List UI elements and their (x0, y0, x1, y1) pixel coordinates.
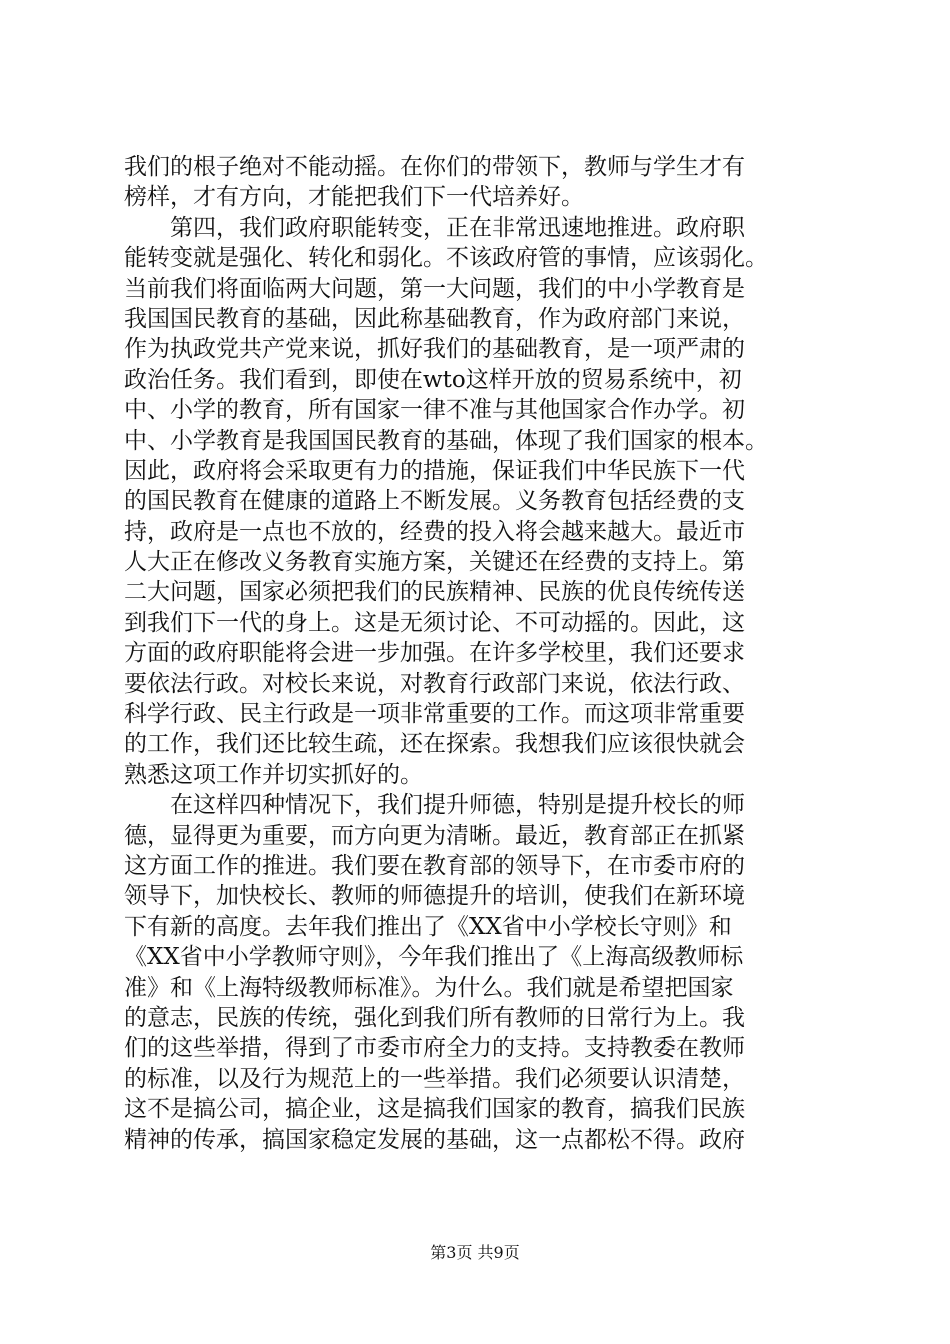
text-line: 能转变就是强化、转化和弱化。不该政府管的事情，应该弱化。 (124, 245, 768, 272)
text-line: 持，政府是一点也不放的，经费的投入将会越来越大。最近市 (124, 518, 745, 545)
page-number: 第3页 共9页 (430, 1243, 520, 1262)
text-line: 二大问题，国家必须把我们的民族精神、民族的优良传统传送 (124, 579, 745, 606)
text-line: 要依法行政。对校长来说，对教育行政部门来说，依法行政、 (124, 670, 745, 697)
text-line: 下有新的高度。去年我们推出了《XX省中小学校长守则》和 (124, 913, 732, 940)
text-line: 的工作，我们还比较生疏，还在探索。我想我们应该很快就会 (124, 731, 745, 758)
text-line: 我们的根子绝对不能动摇。在你们的带领下，教师与学生才有 (124, 154, 745, 180)
text-line: 领导下，加快校长、教师的师德提升的培训，使我们在新环境 (124, 883, 745, 910)
text-line: 作为执政党共产党来说，抓好我们的基础教育，是一项严肃的 (124, 336, 745, 363)
page-footer (0, 1242, 950, 1264)
text-line: 德，显得更为重要，而方向更为清晰。最近，教育部正在抓紧 (124, 822, 745, 849)
text-line: 我国国民教育的基础，因此称基础教育，作为政府部门来说， (124, 305, 745, 332)
text-line: 因此，政府将会采取更有力的措施，保证我们中华民族下一代 (124, 457, 745, 484)
text-line: 准》和《上海特级教师标准》。为什么。我们就是希望把国家 (124, 974, 734, 1001)
body-text (124, 152, 834, 1155)
text-line: 《XX省中小学教师守则》，今年我们推出了《上海高级教师标 (124, 944, 744, 971)
text-line: 科学行政、民主行政是一项非常重要的工作。而这项非常重要 (124, 701, 745, 728)
text-line: 人大正在修改义务教育实施方案，关键还在经费的支持上。第 (124, 549, 745, 576)
text-line: 中、小学教育是我国国民教育的基础，体现了我们国家的根本。 (124, 427, 768, 454)
text-line: 的意志，民族的传统，强化到我们所有教师的日常行为上。我 (124, 1004, 745, 1031)
text-line: 当前我们将面临两大问题，第一大问题，我们的中小学教育是 (124, 275, 745, 302)
text-line: 们的这些举措，得到了市委市府全力的支持。支持教委在教师 (124, 1035, 745, 1062)
text-line: 方面的政府职能将会进一步加强。在许多学校里，我们还要求 (124, 640, 745, 667)
text-line: 的标准，以及行为规范上的一些举措。我们必须要认识清楚， (124, 1065, 745, 1092)
text-line: 政治任务。我们看到，即使在wto这样开放的贸易系统中，初 (124, 366, 742, 393)
text-line: 榜样，才有方向，才能把我们下一代培养好。 (124, 184, 584, 211)
text-line: 第四，我们政府职能转变，正在非常迅速地推进。政府职 (124, 214, 745, 241)
text-line: 熟悉这项工作并切实抓好的。 (124, 761, 423, 788)
text-line: 在这样四种情况下，我们提升师德，特别是提升校长的师 (124, 792, 745, 819)
text-line: 的国民教育在健康的道路上不断发展。义务教育包括经费的支 (124, 488, 745, 515)
text-line: 中、小学的教育，所有国家一律不准与其他国家合作办学。初 (124, 397, 745, 424)
text-line: 到我们下一代的身上。这是无须讨论、不可动摇的。因此，这 (124, 609, 745, 636)
text-line: 精神的传承，搞国家稳定发展的基础，这一点都松不得。政府 (124, 1126, 745, 1153)
text-line: 这不是搞公司，搞企业，这是搞我们国家的教育，搞我们民族 (124, 1096, 745, 1123)
text-line: 这方面工作的推进。我们要在教育部的领导下，在市委市府的 (124, 852, 745, 879)
